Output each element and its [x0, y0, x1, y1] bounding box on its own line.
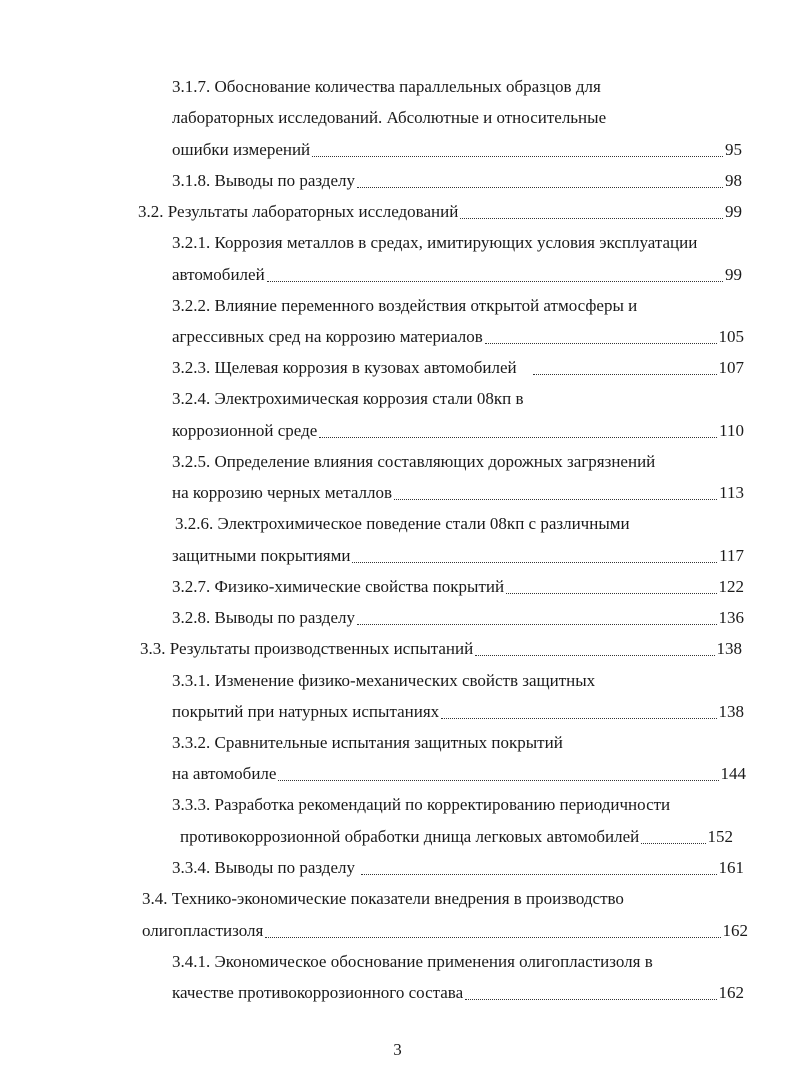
toc-entry-text: 3.2.2. Влияние переменного воздействия открытой атмосферы и: [172, 296, 638, 315]
dot-leader: [357, 624, 717, 625]
dot-leader: [506, 593, 716, 594]
toc-page-number: 138: [716, 639, 742, 658]
toc-entry-text: 3.1.8. Выводы по разделу: [172, 171, 355, 190]
toc-entry-text: 3.2. Результаты лабораторных исследований: [138, 202, 459, 221]
toc-line: [175, 511, 630, 537]
toc-entry-text: ошибки измерений: [172, 140, 311, 159]
toc-line: [172, 730, 563, 756]
toc-entry-text: 3.1.7. Обоснование количества параллельных образцов для: [172, 77, 601, 96]
toc-line: [172, 74, 601, 100]
dot-leader: [267, 281, 723, 282]
toc-line: [172, 449, 655, 475]
toc-entry: [172, 355, 744, 381]
toc-line: [172, 293, 637, 319]
dot-leader: [319, 437, 717, 438]
toc-entry-text: 3.4.1. Экономическое обоснование применения олигопластизоля в: [172, 952, 653, 971]
toc-entry: [180, 824, 733, 850]
toc-page-number: 99: [725, 265, 742, 284]
dot-leader: [465, 999, 716, 1000]
dot-leader: [533, 374, 717, 375]
toc-entry-text: агрессивных сред на коррозию материалов: [172, 327, 483, 346]
dot-leader: [394, 499, 717, 500]
toc-entry-text: 3.2.6. Электрохимическое поведение стали 08кп с различными: [175, 514, 630, 533]
toc-page-number: 99: [725, 202, 742, 221]
toc-page-number: 162: [718, 983, 744, 1002]
toc-entry: [172, 324, 744, 350]
toc-entry: [138, 199, 742, 225]
toc-entry-text: 3.3.3. Разработка рекомендаций по корректированию периодичности: [172, 795, 671, 814]
toc-page-number: 138: [718, 702, 744, 721]
toc-entry-text: 3.4. Технико-экономические показатели внедрения в производство: [142, 889, 624, 908]
toc-line: [172, 792, 670, 818]
toc-entry-text: 3.2.5. Определение влияния составляющих дорожных загрязнений: [172, 452, 656, 471]
toc-entry-text: защитными покрытиями: [172, 546, 351, 565]
dot-leader: [278, 780, 718, 781]
toc-page-number: 110: [719, 421, 744, 440]
toc-line: [142, 886, 624, 912]
dot-leader: [265, 937, 720, 938]
toc-entry: [172, 980, 744, 1006]
dot-leader: [460, 218, 723, 219]
toc-entry: [172, 418, 744, 444]
toc-line: [172, 949, 653, 975]
dot-leader: [641, 843, 705, 844]
toc-entry-text: покрытий при натурных испытаниях: [172, 702, 440, 721]
dot-leader: [441, 718, 716, 719]
toc-page-number: 105: [718, 327, 744, 346]
dot-leader: [485, 343, 717, 344]
toc-entry: [172, 855, 744, 881]
toc-page-number: 136: [718, 608, 744, 627]
toc-entry: [172, 761, 746, 787]
dot-leader: [352, 562, 717, 563]
toc-entry-text: 3.2.1. Коррозия металлов в средах, имитирующих условия эксплуатации: [172, 233, 698, 252]
toc-entry-text: на коррозию черных металлов: [172, 483, 393, 502]
toc-entry-text: лабораторных исследований. Абсолютные и относительные: [172, 108, 607, 127]
toc-entry-text: коррозионной среде: [172, 421, 318, 440]
toc-entry: [172, 543, 744, 569]
toc-line: [172, 386, 524, 412]
dot-leader: [312, 156, 723, 157]
toc-entry-text: олигопластизоля: [142, 921, 264, 940]
toc-entry-text: качестве противокоррозионного состава: [172, 983, 464, 1002]
toc-page-number: 98: [725, 171, 742, 190]
dot-leader: [361, 874, 717, 875]
toc-page-number: 122: [718, 577, 744, 596]
toc-entry: [140, 636, 742, 662]
toc-page-number: 162: [722, 921, 748, 940]
toc-page-number: 95: [725, 140, 742, 159]
toc-page-number: 144: [720, 764, 746, 783]
toc-page-number: 107: [718, 358, 744, 377]
toc-page-number: 161: [718, 858, 744, 877]
toc-page-number: 113: [719, 483, 744, 502]
toc-page-number: 152: [707, 827, 733, 846]
toc-entry-text: 3.2.7. Физико-химические свойства покрытий: [172, 577, 505, 596]
toc-entry: [172, 137, 742, 163]
toc-entry-text: 3.2.4. Электрохимическая коррозия стали 08кп в: [172, 389, 524, 408]
page-number: 3: [393, 1040, 402, 1059]
toc-page-number: 117: [719, 546, 744, 565]
toc-entry-text: 3.2.8. Выводы по разделу: [172, 608, 355, 627]
toc-entry: [172, 605, 744, 631]
dot-leader: [357, 187, 723, 188]
toc-entry-text: 3.2.3. Щелевая коррозия в кузовах автомобилей: [172, 358, 517, 377]
toc-entry-text: автомобилей: [172, 265, 265, 284]
dot-leader: [475, 655, 714, 656]
toc-entry: [172, 262, 742, 288]
toc-entry-text: 3.3.2. Сравнительные испытания защитных покрытий: [172, 733, 563, 752]
toc-line: [172, 105, 606, 131]
toc-entry: [142, 918, 748, 944]
toc-entry-text: 3.3.1. Изменение физико-механических свойств защитных: [172, 671, 596, 690]
toc-entry-text: 3.3. Результаты производственных испытаний: [140, 639, 474, 658]
toc-entry: [172, 480, 744, 506]
toc-entry: [172, 574, 744, 600]
toc-entry-text: противокоррозионной обработки днища легковых автомобилей: [180, 827, 640, 846]
toc-entry: [172, 699, 744, 725]
toc-line: [172, 230, 697, 256]
toc-entry: [172, 168, 742, 194]
toc-line: [172, 668, 595, 694]
toc-entry-text: на автомобиле: [172, 764, 277, 783]
toc-entry-text: 3.3.4. Выводы по разделу: [172, 858, 355, 877]
